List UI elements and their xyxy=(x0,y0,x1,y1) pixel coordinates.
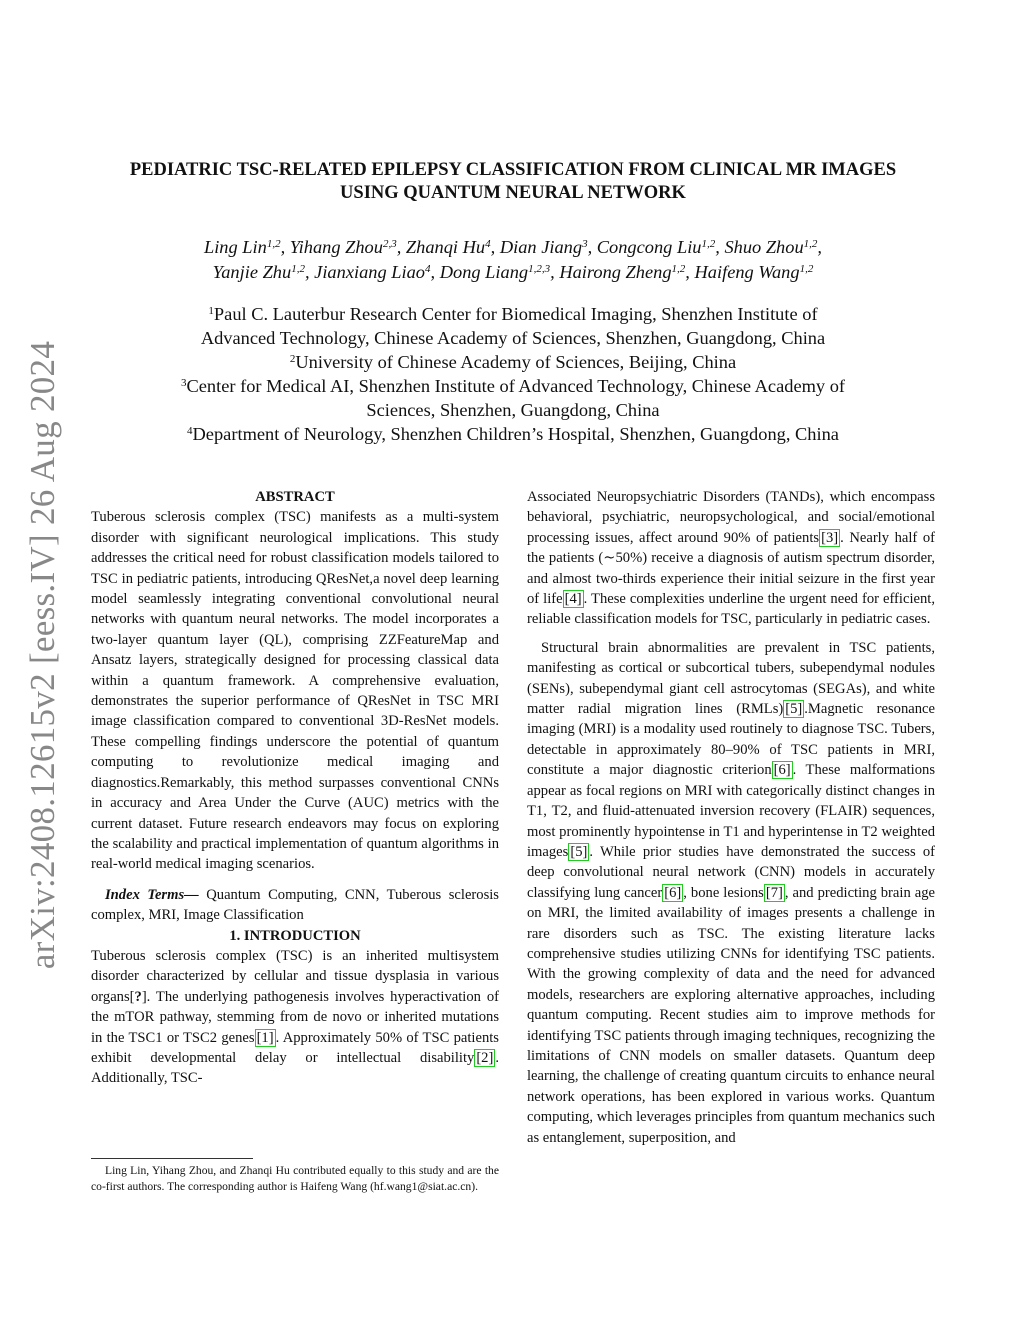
body-text: Structural brain abnormalities are prevalent in TSC patients, manifesting as cortical or subcortical tubers, subependymal nodules (SENs), subependymal giant cell astrocytomas (SEGAs), and white matter radial migration lines (RMLs) xyxy=(527,639,935,718)
body-text: . These complexities underline the urgent need for efficient, reliable classification models for TSC, particularly in pediatric cases. xyxy=(527,591,935,628)
section-heading-introduction: 1. INTRODUCTION xyxy=(229,927,361,944)
left-column xyxy=(91,487,499,1089)
citation-link[interactable]: [2] xyxy=(476,1049,494,1066)
affiliation-marker: 1 xyxy=(208,305,214,317)
index-terms xyxy=(91,885,499,926)
abstract-heading: ABSTRACT xyxy=(255,489,335,505)
citation-link[interactable]: [5] xyxy=(785,701,803,718)
author xyxy=(500,237,597,257)
body-text: . Nearly half of the patients (∼50%) receive a diagnosis of autism spectrum disorder, and almost two-thirds experience their initial seizure in the first year of life xyxy=(527,529,935,608)
author-name: Congcong Liu xyxy=(596,237,702,257)
citation-link[interactable]: [1] xyxy=(256,1029,274,1046)
author-name: Yanjie Zhu xyxy=(212,262,292,282)
affiliation-text: Advanced Technology, Chinese Academy of Sciences, Shenzhen, Guangdong, China xyxy=(200,328,826,348)
author xyxy=(597,237,725,257)
affiliation-text: Center for Medical AI, Shenzhen Institute of Advanced Technology, Chinese Academy of xyxy=(186,376,846,396)
author-affiliation-marker: 3 xyxy=(582,238,588,250)
body-text: . Approximately 50% of TSC patients exhibit developmental delay or intellectual disability xyxy=(91,1029,499,1066)
author xyxy=(314,262,440,282)
title-line-1: PEDIATRIC TSC-RELATED EPILEPSY CLASSIFICATION FROM CLINICAL MR IMAGES xyxy=(129,160,897,180)
body-text: , and predicting brain age on MRI, the limited availability of images presents a challenge in rare disorders such as TSC. The existing literature lacks comprehensive studies utilizing CNNs for identifying TSC patients. With the growing complexity of data and the need for advanced models, researchers are exploring alternative approaches, including quantum computing. Recent studies aim to improve methods for identifying TSC patients through imaging techniques, recognizing the limitations of CNN models on smaller datasets. Quantum deep learning, the challenge of creating quantum circuits to enhance neural network operations, has been explored in various works. Quantum computing, which leverages principles from quantum mechanics such as entanglement, superposition, and xyxy=(527,884,935,1146)
right-paragraph-1 xyxy=(527,487,935,630)
author-affiliation-marker: 2,3 xyxy=(382,238,397,250)
author-separator: , xyxy=(280,237,290,257)
author xyxy=(406,237,500,257)
author-name: Hairong Zheng xyxy=(559,262,672,282)
index-terms-label: Index Terms— xyxy=(105,886,199,903)
author xyxy=(213,262,314,282)
body-text: Tuberous sclerosis complex (TSC) is an inherited multisystem disorder characterized by cellular and tissue dysplasia in various organs[ xyxy=(91,947,499,1005)
body-text: . These malformations appear as focal regions on MRI with categorically distinct changes in T1, T2, and fluid-attenuated inversion recovery (FLAIR) sequences, most prominently hypointense in T1 and hyperintense in T2 weighted images xyxy=(527,762,935,860)
paper-title xyxy=(90,159,936,205)
author-separator: , xyxy=(396,237,406,257)
affiliation-text: Sciences, Shenzhen, Guangdong, China xyxy=(366,400,660,420)
arxiv-identifier: arXiv:2408.12615v2 [eess.IV] 26 Aug 2024 xyxy=(23,340,62,970)
affiliation-2 xyxy=(90,350,936,374)
author-separator: , xyxy=(817,237,823,257)
author-affiliation-marker: 1,2 xyxy=(799,263,814,275)
affiliation-4 xyxy=(90,422,936,446)
author-affiliation-marker: 1,2 xyxy=(291,263,305,275)
footnote xyxy=(91,1163,499,1194)
right-column xyxy=(527,487,935,1148)
author-affiliation-marker: 4 xyxy=(425,263,431,275)
author xyxy=(724,237,822,257)
affiliation-text: University of Chinese Academy of Sciences, Beijing, China xyxy=(295,352,737,372)
affiliation-text: Paul C. Lauterbur Research Center for Biomedical Imaging, Shenzhen Institute of xyxy=(213,304,818,324)
author-separator: , xyxy=(430,262,440,282)
author xyxy=(695,262,814,282)
author-name: Dian Jiang xyxy=(499,237,583,257)
body-text: . Additionally, TSC- xyxy=(91,1049,499,1087)
author-affiliation-marker: 1,2 xyxy=(701,238,716,250)
body-text: Associated Neuropsychiatric Disorders (TANDs), which encompass behavioral, psychiatric, neuropsychological, and social/emotional processing issues, affect around 90% of patients xyxy=(527,489,935,546)
author-affiliation-marker: 1,2 xyxy=(803,238,818,250)
author-affiliation-marker: 1,2 xyxy=(266,238,281,250)
footnote-text: Ling Lin, Yihang Zhou, and Zhanqi Hu contributed equally to this study and are the co-first authors. The corresponding author is Haifeng Wang (hf.wang1@siat.ac.cn). xyxy=(91,1164,499,1193)
title-line-2: USING QUANTUM NEURAL NETWORK xyxy=(340,183,686,203)
author-name: Jianxiang Liao xyxy=(314,262,426,282)
author-name: Haifeng Wang xyxy=(694,262,800,282)
footnote-divider xyxy=(91,1158,253,1159)
affiliation-marker: 4 xyxy=(187,425,193,437)
author-separator: , xyxy=(304,262,315,282)
affiliation-list xyxy=(90,302,936,446)
author-name: Shuo Zhou xyxy=(724,237,804,257)
author-affiliation-marker: 1,2 xyxy=(671,263,686,275)
affiliation-marker: 2 xyxy=(289,353,296,365)
body-text: .Magnetic xyxy=(804,701,864,718)
author-separator: , xyxy=(685,262,695,282)
body-text: . While prior studies have demonstrated the success of deep convolutional neural network (CNN) models in accurately classifying lung cancer xyxy=(527,843,935,901)
author xyxy=(440,262,560,282)
citation-link[interactable]: [4] xyxy=(564,591,582,608)
arxiv-sidebar xyxy=(18,340,68,970)
abstract-text: Tuberous sclerosis complex (TSC) manifests as a multi-system disorder with significant neurological implications. This study addresses the critical need for robust classification models tailored to TSC in pediatric patients, introducing QResNet,a novel deep learning model seamlessly integrating conventional convolutional neural networks with quantum neural networks. The model incorporates a two-layer quantum layer (QL), comprising ZZFeatureMap and Ansatz layers, strategically designed for processing classical data within a quantum framework. A comprehensive evaluation, demonstrates the superior performance of QResNet in TSC MRI image classification compared to conventional 3D-ResNet models. These compelling findings underscore the potential of quantum computing to revolutionize medical imaging and diagnostics.Remarkably, this method surpasses conventional CNNs in accuracy and Area Under the Curve (AUC) metrics with the current dataset. Future research endeavors may focus on exploring the scalability and practical implementation of quantum algorithms in real-world medical imaging scenarios. xyxy=(91,509,499,873)
author-separator: , xyxy=(715,237,725,257)
affiliation-text: Department of Neurology, Shenzhen Children’s Hospital, Shenzhen, Guangdong, China xyxy=(192,424,839,444)
author-name: Zhanqi Hu xyxy=(405,237,486,257)
citation-link[interactable]: [7] xyxy=(765,884,783,901)
affiliation-1 xyxy=(90,302,936,350)
authors-line-2 xyxy=(90,260,936,285)
citation-link[interactable]: [3] xyxy=(821,529,839,546)
affiliation-marker: 3 xyxy=(180,377,187,389)
author xyxy=(204,237,290,257)
body-text: resonance imaging (MRI) is a modality used routinely to diagnose TSC. Tubers, detectable in approximately 80–90% of TSC patients in MRI, constitute a major diagnostic criterion xyxy=(527,701,935,779)
author-affiliation-marker: 1,2,3 xyxy=(528,263,551,275)
author-separator: , xyxy=(550,262,560,282)
author-name: Yihang Zhou xyxy=(289,237,383,257)
introduction-paragraph xyxy=(91,946,499,1089)
author-name: Ling Lin xyxy=(203,237,267,257)
author xyxy=(290,237,406,257)
author-affiliation-marker: 4 xyxy=(485,238,491,250)
author-separator: , xyxy=(490,237,500,257)
author xyxy=(559,262,694,282)
affiliation-3 xyxy=(90,374,936,422)
citation-link[interactable]: [6] xyxy=(664,884,682,901)
citation-link[interactable]: [5] xyxy=(570,843,588,860)
right-paragraph-2 xyxy=(527,638,935,1148)
index-terms-text: Quantum Computing, CNN, Tuberous sclerosis complex, MRI, Image Classification xyxy=(91,886,499,924)
author-separator: , xyxy=(587,237,597,257)
body-text: , bone lesions xyxy=(683,884,764,901)
citation-missing: ? xyxy=(134,988,142,1005)
author-name: Dong Liang xyxy=(439,262,529,282)
authors-line-1 xyxy=(90,235,936,260)
body-text: ]. The underlying pathogenesis involves hyperactivation of the mTOR pathway, stemming from de novo or inherited mutations in the TSC1 or TSC2 genes xyxy=(91,988,499,1046)
author-list xyxy=(90,235,936,285)
citation-link[interactable]: [6] xyxy=(773,762,791,779)
